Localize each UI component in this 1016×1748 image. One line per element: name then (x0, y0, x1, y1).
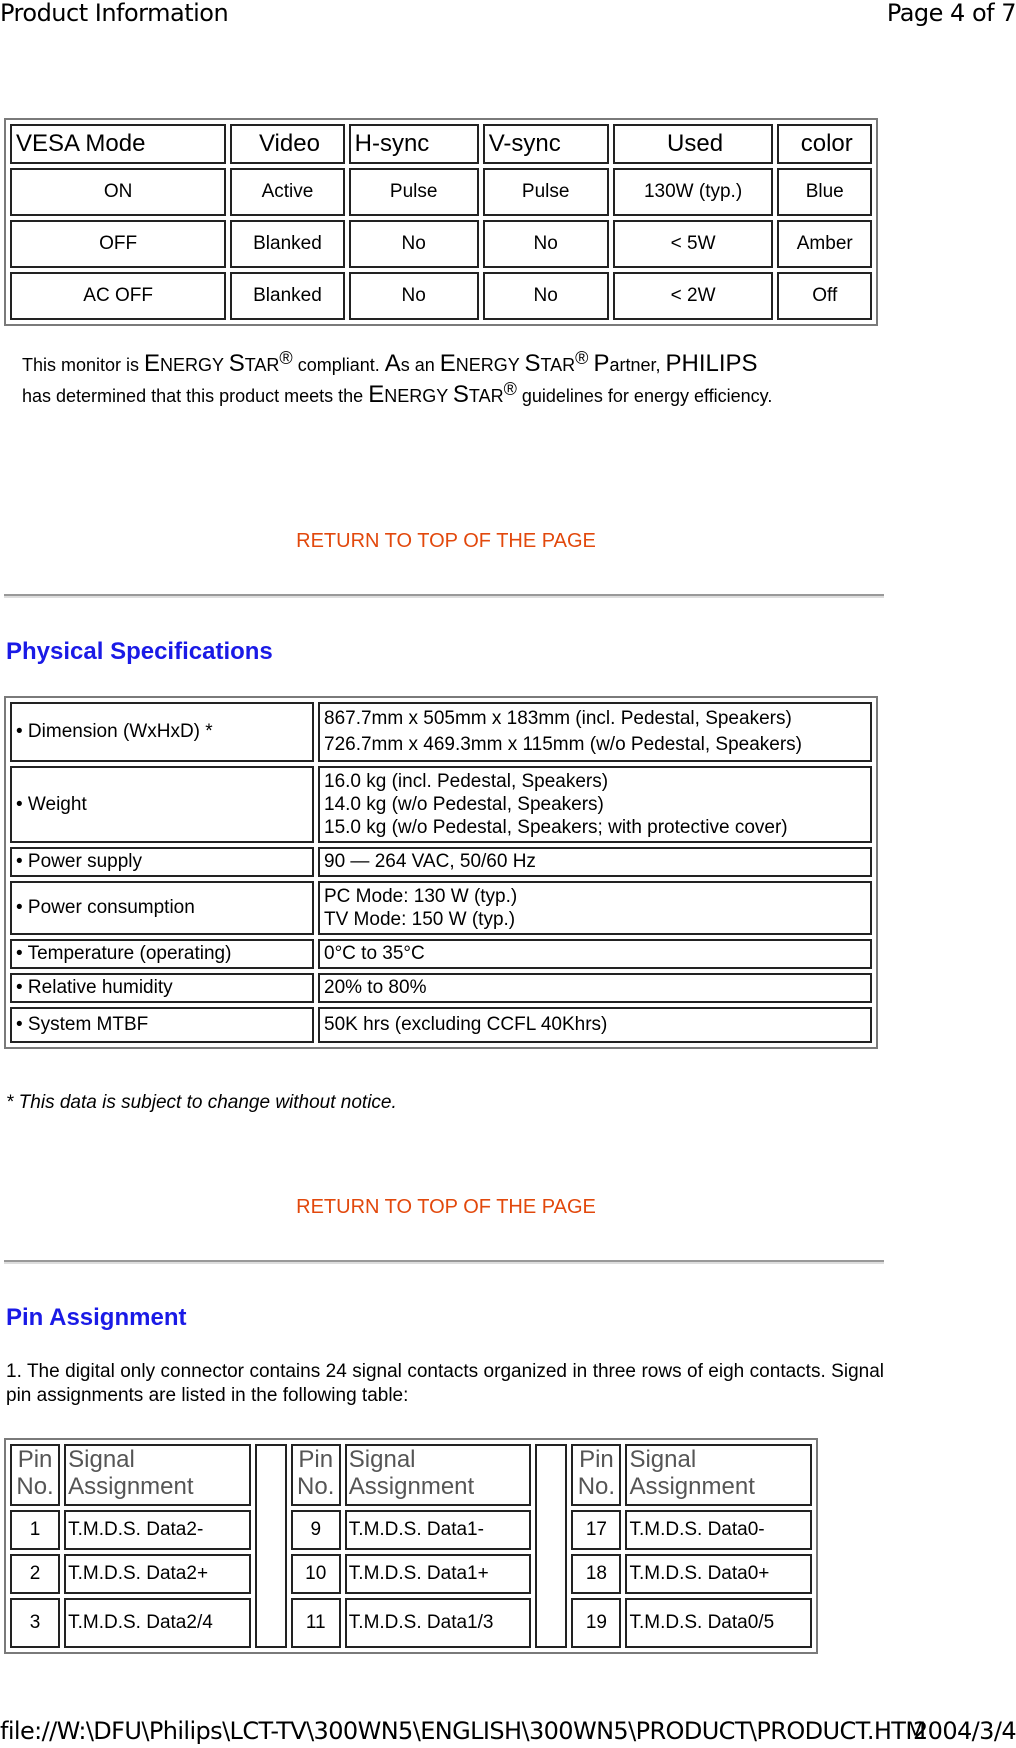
header-text: Pin (298, 1446, 334, 1473)
table-row (10, 939, 872, 969)
table-cell: Pulse (483, 168, 609, 216)
spec-label: • System MTBF (10, 1007, 314, 1043)
table-row (10, 272, 872, 320)
spec-value-line: 15.0 kg (w/o Pedestal, Speakers; with protective cover) (324, 817, 788, 838)
pin-intro-paragraph: 1. The digital only connector contains 24 signal contacts organized in three rows of eigh contacts. Signal pin assignments are listed in the following table: (6, 1361, 884, 1406)
file-path: file://W:\DFU\Philips\LCT-TV\300WN5\ENGLISH\300WN5\PRODUCT\PRODUCT.HTM (0, 1717, 926, 1745)
energy-text: E (439, 350, 456, 377)
table-row (10, 168, 872, 216)
registered-mark: ® (575, 348, 589, 368)
pin-assignment-table (4, 1438, 818, 1654)
spec-value-line: 14.0 kg (w/o Pedestal, Speakers) (324, 794, 604, 815)
pin-number: 1 (10, 1510, 60, 1550)
table-header-cell: Used (613, 124, 774, 164)
table-cell: < 2W (613, 272, 774, 320)
spec-label: • Weight (10, 766, 314, 843)
pin-signal: T.M.D.S. Data2+ (64, 1554, 250, 1594)
divider (4, 1260, 884, 1264)
pin-signal: T.M.D.S. Data0- (625, 1510, 812, 1550)
table-header-cell (64, 1444, 250, 1506)
spec-value (318, 702, 872, 762)
pin-signal: T.M.D.S. Data2/4 (64, 1598, 250, 1648)
energy-text: compliant. (292, 355, 385, 375)
section-title-pin-assignment: Pin Assignment (6, 1304, 187, 1331)
table-row (10, 881, 872, 935)
registered-mark: ® (279, 348, 293, 368)
brand-name: PHILIPS (665, 350, 758, 377)
energy-text: TAR (540, 355, 576, 375)
table-row (10, 220, 872, 268)
spec-label: • Relative humidity (10, 973, 314, 1003)
table-cell: Blanked (230, 220, 344, 268)
table-header-cell: VESA Mode (10, 124, 226, 164)
pin-signal: T.M.D.S. Data0+ (625, 1554, 812, 1594)
physical-spec-table (4, 696, 878, 1049)
spec-label: • Dimension (WxHxD) * (10, 702, 314, 762)
pin-signal: T.M.D.S. Data2- (64, 1510, 250, 1550)
table-row (10, 1554, 812, 1594)
table-row (10, 1598, 812, 1648)
table-cell: Blue (777, 168, 872, 216)
table-cell: OFF (10, 220, 226, 268)
table-header-row (10, 124, 872, 164)
energy-text: artner, (609, 355, 666, 375)
page-number: Page 4 of 7 (886, 0, 1016, 27)
energy-text: guidelines for energy efficiency. (516, 386, 773, 406)
return-to-top-link[interactable]: RETURN TO TOP OF THE PAGE (296, 1196, 596, 1218)
spec-value-line: TV Mode: 150 W (typ.) (324, 909, 516, 930)
table-header-row (10, 1444, 812, 1506)
spec-value-line: 867.7mm x 505mm x 183mm (incl. Pedestal, Speakers) (324, 708, 792, 729)
page-header-title: Product Information (0, 0, 229, 27)
pin-number: 10 (291, 1554, 341, 1594)
pin-number: 2 (10, 1554, 60, 1594)
spec-footnote: * This data is subject to change without notice. (6, 1092, 397, 1113)
table-header-cell (345, 1444, 531, 1506)
table-row (10, 847, 872, 877)
table-row (10, 1007, 872, 1043)
table-cell: AC OFF (10, 272, 226, 320)
energy-text: TAR (244, 355, 280, 375)
pin-signal: T.M.D.S. Data0/5 (625, 1598, 812, 1648)
spec-value: 0°C to 35°C (318, 939, 872, 969)
spec-value (318, 766, 872, 843)
table-row (10, 702, 872, 762)
print-date: 2004/3/4 (913, 1717, 1016, 1745)
spec-value-line: 16.0 kg (incl. Pedestal, Speakers) (324, 771, 609, 792)
table-cell: No (483, 272, 609, 320)
spec-value: 90 — 264 VAC, 50/60 Hz (318, 847, 872, 877)
energy-text: A (384, 350, 401, 377)
pin-number: 18 (571, 1554, 621, 1594)
spec-value-line: 726.7mm x 469.3mm x 115mm (w/o Pedestal, Speakers) (324, 734, 803, 755)
header-text: Assignment (629, 1473, 755, 1500)
pin-number: 19 (571, 1598, 621, 1648)
registered-mark: ® (503, 379, 517, 399)
table-header-cell: H-sync (349, 124, 479, 164)
energy-text: S (452, 381, 469, 408)
vesa-power-table (4, 118, 878, 326)
energy-star-statement (22, 346, 862, 408)
table-cell: No (483, 220, 609, 268)
energy-text: This monitor is (22, 355, 145, 375)
header-text: Pin (17, 1446, 53, 1473)
energy-text: has determined that this product meets the (22, 386, 369, 406)
energy-text: S (524, 350, 541, 377)
header-text: Assignment (348, 1473, 475, 1500)
divider (4, 594, 884, 598)
energy-text: E (368, 381, 385, 408)
table-cell: < 5W (613, 220, 774, 268)
energy-text: S (228, 350, 245, 377)
pin-number: 11 (291, 1598, 341, 1648)
table-row (10, 973, 872, 1003)
spec-label: • Power consumption (10, 881, 314, 935)
spec-label: • Temperature (operating) (10, 939, 314, 969)
energy-text: NERGY (384, 386, 453, 406)
header-text: No. (16, 1473, 54, 1500)
table-row (10, 1510, 812, 1550)
table-row (10, 766, 872, 843)
table-header-cell (10, 1444, 60, 1506)
header-text: Signal (629, 1446, 697, 1473)
table-header-cell: V-sync (483, 124, 609, 164)
table-cell: No (349, 272, 479, 320)
table-cell: Amber (777, 220, 872, 268)
spec-value: 20% to 80% (318, 973, 872, 1003)
table-header-cell (291, 1444, 341, 1506)
table-cell: Active (230, 168, 344, 216)
spec-label: • Power supply (10, 847, 314, 877)
header-text: Pin (579, 1446, 614, 1473)
header-text: Signal (68, 1446, 135, 1473)
table-header-cell: color (777, 124, 872, 164)
energy-text: NERGY (160, 355, 229, 375)
section-title-physical: Physical Specifications (6, 638, 273, 665)
table-cell: No (349, 220, 479, 268)
energy-text: NERGY (455, 355, 525, 375)
header-text: Signal (348, 1446, 416, 1473)
spec-value: 50K hrs (excluding CCFL 40Khrs) (318, 1007, 872, 1043)
energy-text: TAR (468, 386, 504, 406)
spec-value-line: PC Mode: 130 W (typ.) (324, 886, 518, 907)
header-text: No. (577, 1473, 616, 1500)
column-gap (535, 1444, 567, 1648)
header-text: No. (297, 1473, 335, 1500)
table-cell: ON (10, 168, 226, 216)
table-header-cell (571, 1444, 621, 1506)
table-cell: 130W (typ.) (613, 168, 774, 216)
table-cell: Off (777, 272, 872, 320)
table-header-cell (625, 1444, 812, 1506)
pin-number: 9 (291, 1510, 341, 1550)
pin-number: 17 (571, 1510, 621, 1550)
return-to-top-link[interactable]: RETURN TO TOP OF THE PAGE (296, 530, 596, 552)
pin-signal: T.M.D.S. Data1+ (345, 1554, 531, 1594)
pin-number: 3 (10, 1598, 60, 1648)
table-cell: Pulse (349, 168, 479, 216)
column-gap (255, 1444, 287, 1648)
table-header-cell: Video (230, 124, 344, 164)
energy-text: s an (400, 355, 440, 375)
spec-value (318, 881, 872, 935)
pin-signal: T.M.D.S. Data1- (345, 1510, 531, 1550)
pin-signal: T.M.D.S. Data1/3 (345, 1598, 531, 1648)
header-text: Assignment (68, 1473, 194, 1500)
table-cell: Blanked (230, 272, 344, 320)
energy-text: P (593, 350, 610, 377)
energy-text: E (144, 350, 161, 377)
